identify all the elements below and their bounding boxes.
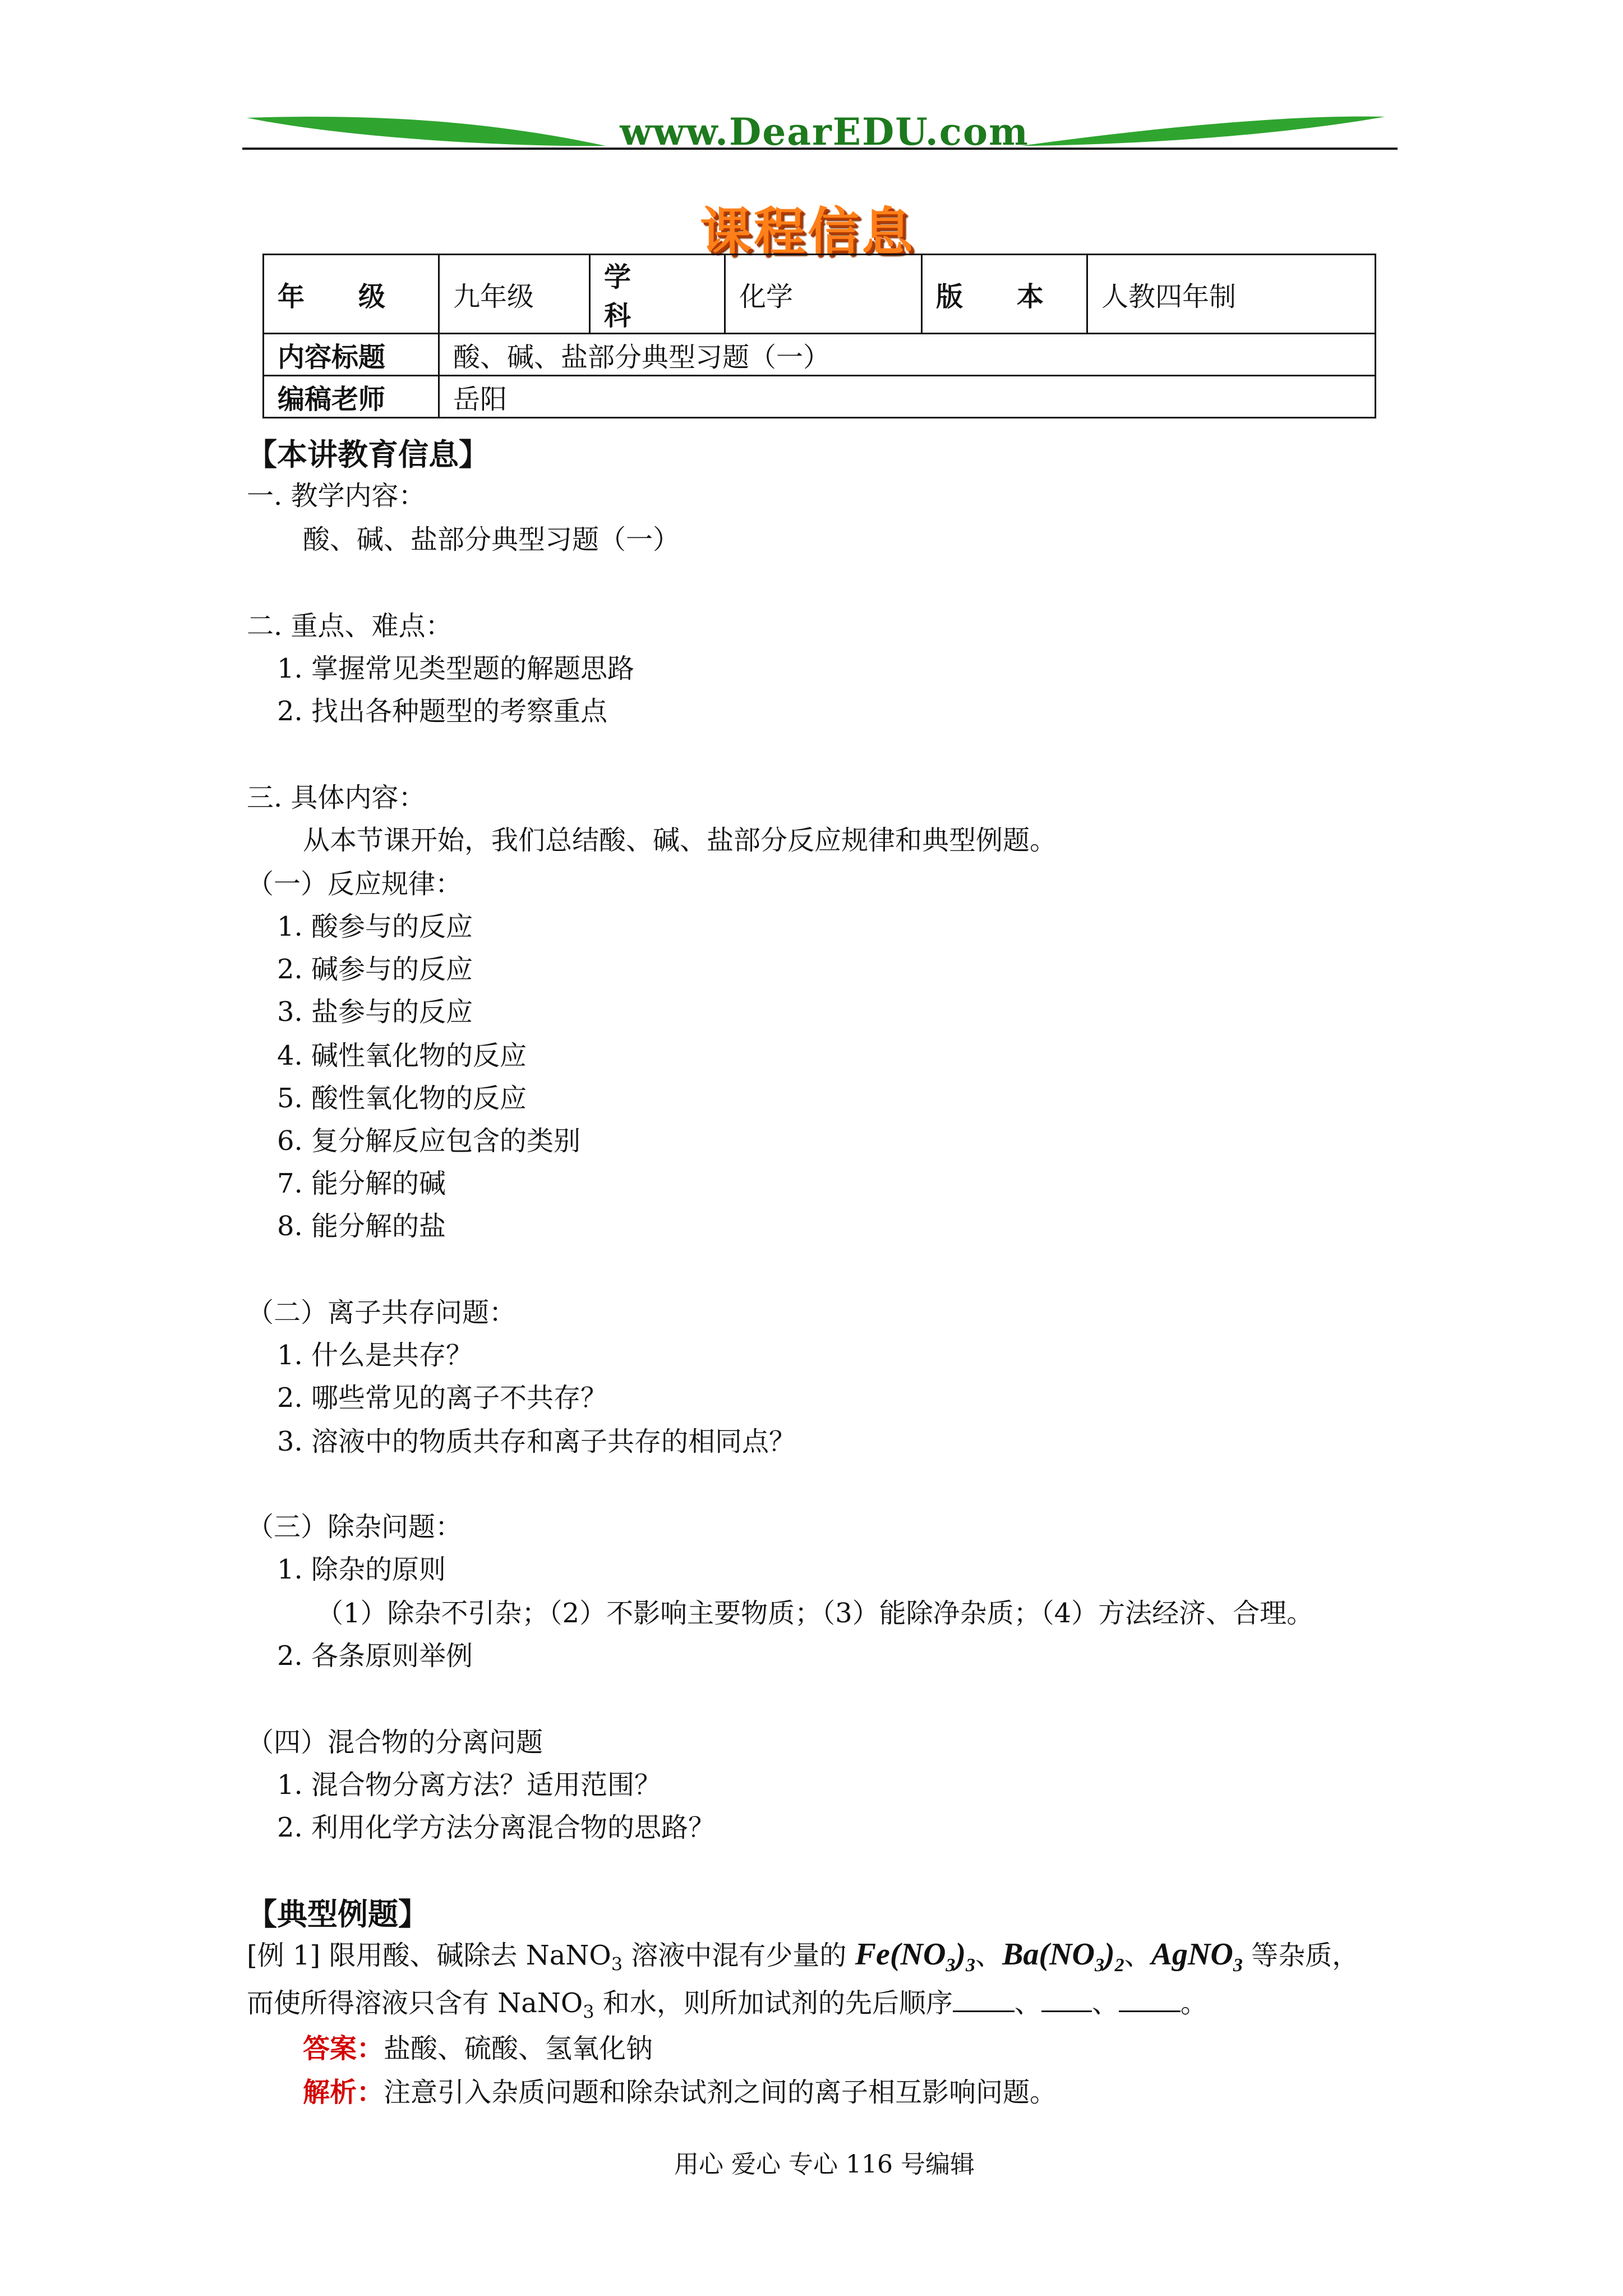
list-item: 8. 能分解的盐 xyxy=(277,1211,446,1242)
example-1-line-1: [例 1] 限用酸、碱除去 NaNO$_3$ 溶液中混有少量的 $Fe(NO_3)_3$、$Ba(NO_3)_2$、AgNO$_3$ 等杂质， xyxy=(247,1937,1359,1976)
table-row xyxy=(264,376,1376,418)
analysis-label: 解析： xyxy=(303,2077,384,2108)
analysis-line xyxy=(303,2076,1057,2109)
table-row xyxy=(264,255,1376,334)
subject-value: 化学 xyxy=(725,255,922,334)
editor-label: 编稿老师 xyxy=(264,376,439,418)
part-3-intro: 从本节课开始，我们总结酸、碱、盐部分反应规律和典型例题。 xyxy=(303,825,1057,856)
list-item: 5. 酸性氧化物的反应 xyxy=(277,1083,527,1114)
analysis-text: 注意引入杂质问题和除杂试剂之间的离子相互影响问题。 xyxy=(384,2077,1057,2108)
list-item: 2. 哪些常见的离子不共存？ xyxy=(277,1382,608,1414)
group-4-title: （四）混合物的分离问题 xyxy=(247,1727,543,1758)
course-info-table xyxy=(262,254,1376,418)
list-item: 7. 能分解的碱 xyxy=(277,1168,446,1199)
formula-agno3: AgNO$_3$ xyxy=(1151,1937,1243,1976)
answer-blank xyxy=(953,1986,1015,2012)
grade-label: 年 级 xyxy=(264,255,439,334)
group-2-title: （二）离子共存问题： xyxy=(247,1297,517,1328)
list-item: 2. 找出各种题型的考察重点 xyxy=(277,696,608,727)
answer-line xyxy=(303,2032,653,2065)
list-item: 1. 混合物分离方法？适用范围？ xyxy=(277,1769,662,1801)
editor-value: 岳阳 xyxy=(439,376,1376,418)
part-1-body: 酸、碱、盐部分典型习题（一） xyxy=(303,524,680,555)
list-item: 6. 复分解反应包含的类别 xyxy=(277,1125,581,1157)
list-item: 2. 碱参与的反应 xyxy=(277,954,473,985)
part-2-title: 二. 重点、难点： xyxy=(247,610,453,642)
part-1-title: 一. 教学内容： xyxy=(247,480,426,512)
list-item: 1. 酸参与的反应 xyxy=(277,911,473,942)
formula-ba-no3-2: $Ba(NO_3)_2$ xyxy=(1002,1937,1124,1976)
list-item: 3. 盐参与的反应 xyxy=(277,996,473,1028)
answer-text: 盐酸、硫酸、氢氧化钠 xyxy=(384,2033,653,2064)
list-item: 1. 什么是共存？ xyxy=(277,1340,473,1371)
list-item: 1. 除杂的原则 xyxy=(277,1554,446,1585)
formula-fe-no3-3: $Fe(NO_3)_3$ xyxy=(855,1937,976,1976)
header-rule xyxy=(242,148,1398,150)
example-1-line-2: 而使所得溶液只含有 NaNO$_3$ 和水，则所加试剂的先后顺序 、 、 。 xyxy=(247,1986,1207,2029)
answer-blank xyxy=(1119,1986,1181,2012)
section-heading: 【本讲教育信息】 xyxy=(247,437,489,472)
group-3-title: （三）除杂问题： xyxy=(247,1511,463,1543)
edition-value: 人教四年制 xyxy=(1087,255,1376,334)
principle-detail: （1）除杂不引杂；（2）不影响主要物质；（3）能除净杂质；（4）方法经济、合理。 xyxy=(316,1598,1314,1629)
part-3-title: 三. 具体内容： xyxy=(247,782,426,813)
examples-heading: 【典型例题】 xyxy=(247,1897,428,1932)
group-1-title: （一）反应规律： xyxy=(247,868,463,900)
list-item: 3. 溶液中的物质共存和离子共存的相同点？ xyxy=(277,1426,796,1457)
page-footer: 用心 爱心 专心 116 号编辑 xyxy=(674,2150,975,2179)
edition-label: 版 本 xyxy=(922,255,1087,334)
topic-value: 酸、碱、盐部分典型习题（一） xyxy=(439,334,1376,376)
subject-label: 学 科 xyxy=(590,255,725,334)
answer-label: 答案： xyxy=(303,2033,384,2064)
list-item: 2. 各条原则举例 xyxy=(277,1640,473,1672)
list-item: 2. 利用化学方法分离混合物的思路？ xyxy=(277,1812,716,1843)
list-item: 4. 碱性氧化物的反应 xyxy=(277,1040,527,1071)
table-row xyxy=(264,334,1376,376)
answer-blank xyxy=(1041,1986,1092,2012)
site-logo-text: www.DearEDU.com xyxy=(620,110,1029,154)
grade-value: 九年级 xyxy=(439,255,590,334)
page-title: 课程信息 xyxy=(699,202,915,262)
list-item: 1. 掌握常见类型题的解题思路 xyxy=(277,653,635,684)
topic-label: 内容标题 xyxy=(264,334,439,376)
